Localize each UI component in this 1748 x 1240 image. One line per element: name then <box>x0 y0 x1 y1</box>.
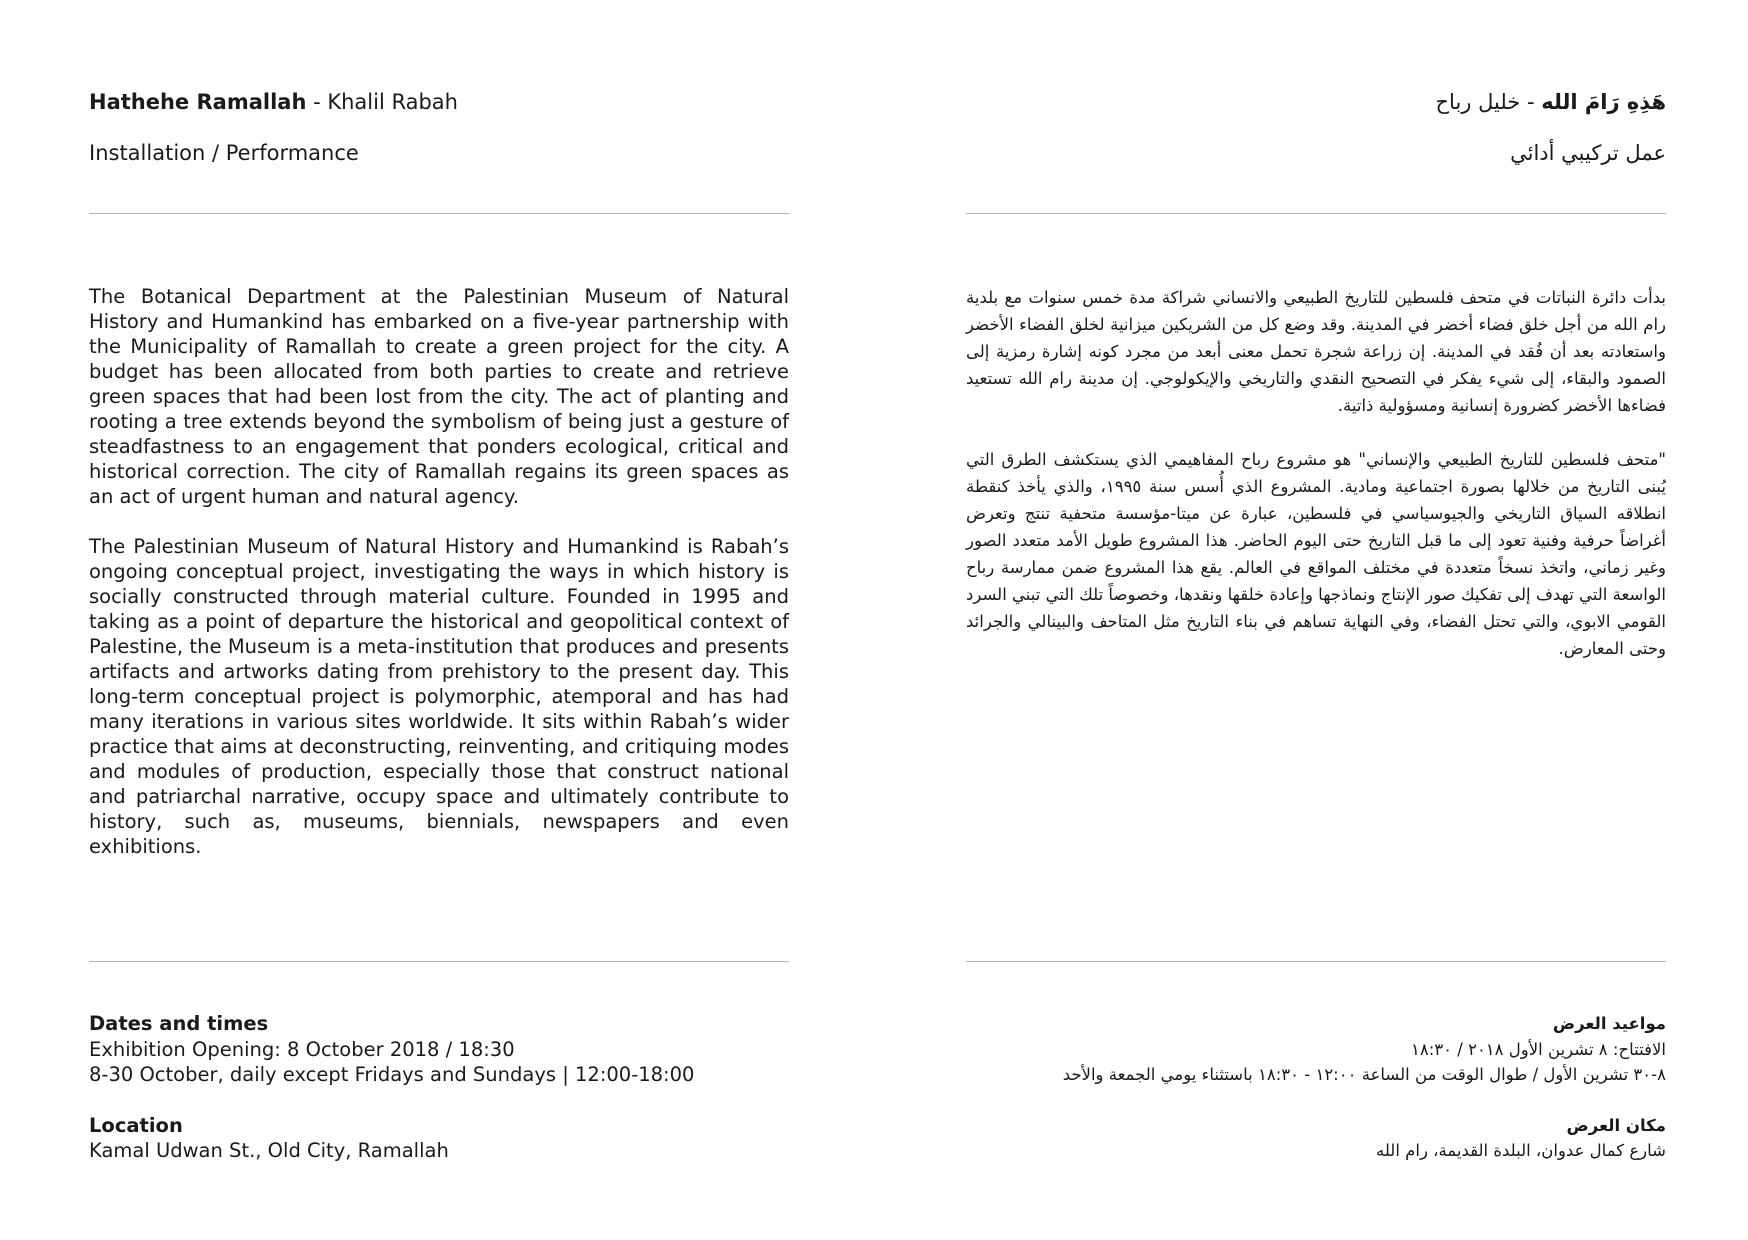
arabic-title <box>966 88 1666 116</box>
arabic-bottom-divider <box>966 961 1666 962</box>
arabic-title-work: هَذِهِ رَامَ الله <box>1541 90 1666 114</box>
english-location-heading: Location <box>89 1113 183 1137</box>
english-info <box>89 1011 789 1164</box>
arabic-subtitle: عمل تركيبي أدائي <box>1510 141 1666 165</box>
english-dates-opening: Exhibition Opening: 8 October 2018 / 18:30 <box>89 1037 515 1061</box>
english-title-work: Hathehe Ramallah <box>89 90 307 114</box>
arabic-title-artist: - خليل رباح <box>1435 90 1542 114</box>
arabic-location-address: شارع كمال عدوان، البلدة القديمة، رام الله <box>1375 1141 1666 1160</box>
english-paragraph-1: The Botanical Department at the Palestinian Museum of Natural History and Humankind has embarked on a five-year partnership with the Municipality of Ramallah to create a green project for the city. A budget has been allocated from both parties to create and retrieve green spaces that had been lost from the city. The act of planting and rooting a tree extends beyond the symbolism of being just a gesture of steadfastness to an engagement that ponders ecological, critical and historical correction. The city of Ramallah regains its green spaces as an act of urgent human and natural agency. <box>89 285 789 508</box>
arabic-dates-heading: مواعيد العرض <box>1552 1014 1666 1033</box>
english-description <box>89 284 789 884</box>
english-location-address: Kamal Udwan St., Old City, Ramallah <box>89 1139 449 1162</box>
english-column <box>89 0 789 1240</box>
arabic-info <box>966 1011 1666 1164</box>
english-paragraph-2: The Palestinian Museum of Natural History and Humankind is Rabah’s ongoing conceptual project, investigating the ways in which history is socially constructed through material culture. Founded in 1995 and taking as a point of departure the historical and geopolitical context of Palestine, the Museum is a meta-institution that produces and presents artifacts and artworks dating from prehistory to the present day. This long-term conceptual project is polymorphic, atemporal and has had many iterations in various sites worldwide. It sits within Rabah’s wider practice that aims at deconstructing, reinventing, and critiquing modes and modules of production, especially those that construct national and patriarchal narrative, occupy space and ultimately contribute to history, such as, museums, biennials, newspapers and even exhibitions. <box>89 535 789 858</box>
english-subtitle: Installation / Performance <box>89 141 359 165</box>
arabic-dates-schedule: ٨-٣٠ تشرين الأول / طوال الوقت من الساعة ١٢:٠٠ - ١٨:٣٠ باستثناء يومي الجمعة والأحد <box>1062 1065 1666 1084</box>
arabic-paragraph-1: بدأت دائرة النباتات في متحف فلسطين للتاريخ الطبيعي والانساني شراكة مدة خمس سنوات مع بلدية رام الله من أجل خلق فضاء أخضر في المدينة. وقد وضع كل من الشريكين ميزانية لخلق الفضاء الأخضر واستعادته بعد أن فُقد في المدينة. إن زراعة شجرة تحمل معنى أبعد من مجرد كونه إشارة رمزية إلى الصمود والبقاء، إلى شيء يفكر في التصحيح النقدي والتاريخي والإيكولوجي. إن مدينة رام الله تستعيد فضاءها الأخضر كضرورة إنسانية ومسؤولية ذاتية. <box>966 288 1666 415</box>
arabic-dates-opening: الافتتاح: ٨ تشرين الأول ٢٠١٨ / ١٨:٣٠ <box>1411 1039 1666 1059</box>
english-title <box>89 88 789 116</box>
arabic-location-heading: مكان العرض <box>1566 1115 1666 1135</box>
arabic-paragraph-2: "متحف فلسطين للتاريخ الطبيعي والإنساني" هو مشروع رباح المفاهيمي الذي يستكشف الطرق التي يُبنى التاريخ من خلالها بصورة اجتماعية ومادية. المشروع الذي أُسس سنة ١٩٩٥، والذي يأخذ كنقطة انطلاقه السياق التاريخي والجيوسياسي في فلسطين، عبارة عن ميتا-مؤسسة متحفية تنتج وتعرض أغراضاً حرفية وفنية تعود إلى ما قبل التاريخ حتى اليوم الحاضر. هذا المشروع طويل الأمد متعدد الصور وغير زماني، واتخذ نسخاً متعددة في مختلف المواقع في العالم. يقع هذا المشروع ضمن ممارسة رباح الواسعة التي تهدف إلى تفكيك صور الإنتاج ونماذجها وإعادة خلقها ونقدها، وخصوصاً تلك التي تبني السرد القومي الابوي، والتي تحتل الفضاء، وفي النهاية تساهم في بناء التاريخ مثل المتاحف والبينالي والجرائد وحتى المعارض. <box>966 450 1666 658</box>
english-bottom-divider <box>89 961 789 962</box>
english-top-divider <box>89 213 789 214</box>
arabic-column <box>966 0 1666 1240</box>
english-title-artist: - Khalil Rabah <box>306 90 458 114</box>
arabic-description <box>966 284 1666 689</box>
english-dates-heading: Dates and times <box>89 1012 269 1035</box>
arabic-top-divider <box>966 213 1666 214</box>
english-dates-schedule: 8-30 October, daily except Fridays and Sundays | 12:00-18:00 <box>89 1063 695 1086</box>
